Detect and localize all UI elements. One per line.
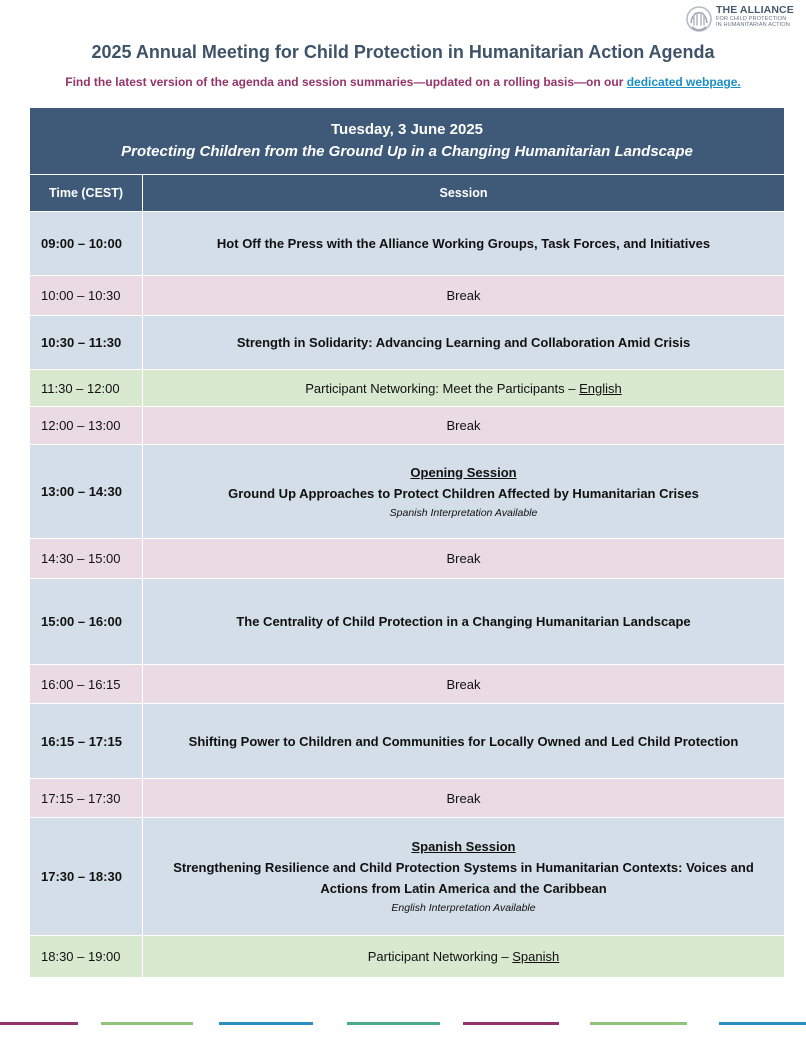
table-row <box>30 212 785 276</box>
row-time: 12:00 – 13:00 <box>30 407 143 445</box>
col-session-header: Session <box>143 175 785 212</box>
break-label: Break <box>143 779 785 818</box>
col-time-header: Time (CEST) <box>30 175 143 212</box>
row-time: 17:15 – 17:30 <box>30 779 143 818</box>
dedicated-webpage-link[interactable]: dedicated webpage. <box>626 75 741 89</box>
logo-line1: THE ALLIANCE <box>716 4 794 16</box>
break-label: Break <box>143 539 785 579</box>
session-cell <box>143 445 785 539</box>
page-title: 2025 Annual Meeting for Child Protection in Humanitarian Action Agenda <box>91 42 715 62</box>
networking-cell <box>143 936 785 978</box>
session-title: Ground Up Approaches to Protect Children Affected by Humanitarian Crises <box>228 485 699 501</box>
session-title: Strength in Solidarity: Advancing Learning and Collaboration Amid Crisis <box>143 316 785 370</box>
networking-cell <box>143 370 785 407</box>
row-time: 11:30 – 12:00 <box>30 370 143 407</box>
row-time: 18:30 – 19:00 <box>30 936 143 978</box>
footer-line <box>0 1022 78 1025</box>
agenda-table <box>29 107 785 978</box>
row-time: 15:00 – 16:00 <box>30 579 143 665</box>
table-row <box>30 665 785 704</box>
session-label: Spanish Session <box>411 839 516 854</box>
footer-line <box>219 1022 313 1025</box>
logo-line3: IN HUMANITARIAN ACTION <box>716 22 790 29</box>
row-time: 10:00 – 10:30 <box>30 276 143 316</box>
english-link[interactable]: English <box>579 380 622 396</box>
day-header-row <box>30 108 785 175</box>
session-title: The Centrality of Child Protection in a Changing Humanitarian Landscape <box>143 579 785 665</box>
footer-line <box>101 1022 193 1025</box>
interpretation-note: Spanish Interpretation Available <box>389 506 538 519</box>
table-row <box>30 936 785 978</box>
table-row <box>30 276 785 316</box>
networking-label: Participant Networking: Meet the Participants – <box>305 380 580 396</box>
networking-label: Participant Networking – <box>367 949 513 964</box>
row-time: 14:30 – 15:00 <box>30 539 143 579</box>
row-time: 16:15 – 17:15 <box>30 704 143 779</box>
interpretation-note: English Interpretation Available <box>391 902 536 914</box>
alliance-logo <box>682 3 804 37</box>
session-title: Shifting Power to Children and Communities for Locally Owned and Led Child Protection <box>143 704 785 779</box>
day-theme: Protecting Children from the Ground Up in a Changing Humanitarian Landscape <box>121 143 693 160</box>
session-cell <box>143 818 785 936</box>
table-row <box>30 818 785 936</box>
day-header <box>30 108 785 175</box>
footer-line <box>463 1022 559 1025</box>
table-row <box>30 445 785 539</box>
footer-line <box>347 1022 440 1025</box>
alliance-hands-icon <box>682 3 716 37</box>
spanish-link[interactable]: Spanish <box>512 949 560 964</box>
table-row <box>30 539 785 579</box>
session-title: Strengthening Resilience and Child Protection Systems in Humanitarian Contexts: Voices and Actions from Latin America and the Caribbean <box>173 860 754 896</box>
table-row <box>30 704 785 779</box>
row-time: 16:00 – 16:15 <box>30 665 143 704</box>
row-time: 13:00 – 14:30 <box>30 445 143 539</box>
table-row <box>30 316 785 370</box>
table-row <box>30 407 785 445</box>
row-time: 10:30 – 11:30 <box>30 316 143 370</box>
day-title: Tuesday, 3 June 2025 <box>330 121 484 138</box>
break-label: Break <box>143 276 785 316</box>
session-title: Hot Off the Press with the Alliance Working Groups, Task Forces, and Initiatives <box>143 212 785 276</box>
row-time: 17:30 – 18:30 <box>30 818 143 936</box>
table-row <box>30 579 785 665</box>
column-header-row <box>30 175 785 212</box>
table-row <box>30 779 785 818</box>
footer-line <box>719 1022 806 1025</box>
logo-line2: FOR CHILD PROTECTION <box>716 16 787 22</box>
subtitle-text: Find the latest version of the agenda and session summaries—updated on a rolling basis—on our <box>65 75 627 89</box>
session-label: Opening Session <box>410 464 517 480</box>
table-row <box>30 370 785 407</box>
subtitle <box>0 75 806 89</box>
break-label: Break <box>143 407 785 445</box>
break-label: Break <box>143 665 785 704</box>
row-time: 09:00 – 10:00 <box>30 212 143 276</box>
footer-line <box>590 1022 687 1025</box>
